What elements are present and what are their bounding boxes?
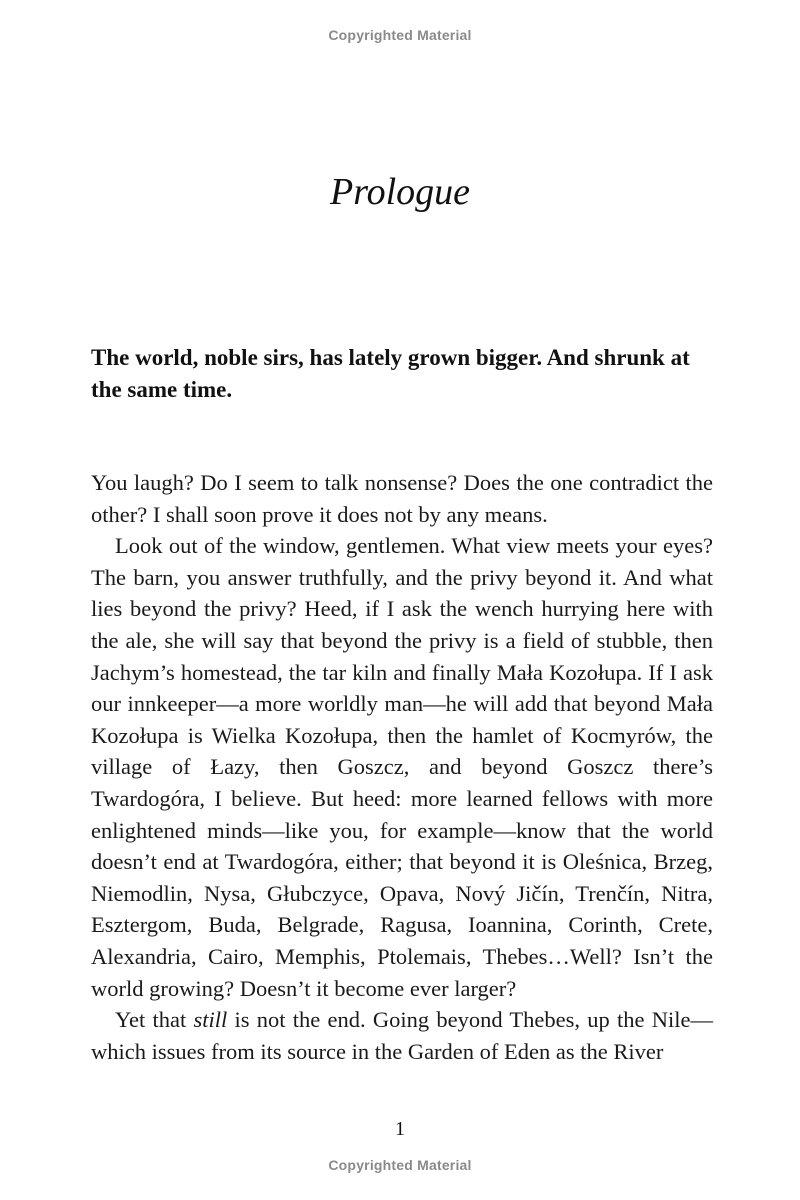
copyright-watermark-bottom: Copyrighted Material: [328, 1157, 472, 1173]
body-text: [91, 467, 713, 1067]
paragraph-3: [91, 1004, 713, 1067]
paragraph-2: Look out of the window, gentlemen. What view meets your eyes? The barn, you answer truthfully, and the privy beyond it. And what lies beyond the privy? Heed, if I ask the wench hurrying here with the ale, she will say that beyond the privy is a field of stubble, then Jachym’s homestead, the tar kiln and finally Mała Kozołupa. If I ask our innkeeper—a more worldly man—he will add that beyond Mała Kozołupa is Wielka Kozołupa, then the hamlet of Kocmyrów, the village of Łazy, then Goszcz, and beyond Goszcz there’s Twardogóra, I believe. But heed: more learned fellows with more enlightened minds—like you, for example—know that the world doesn’t end at Twardogóra, either; that beyond it is Oleśnica, Brzeg, Niemodlin, Nysa, Głubczyce, Opava, Nový Jičín, Trenčín, Nitra, Esztergom, Buda, Belgrade, Ragusa, Ioannina, Corinth, Crete, Alexandria, Cairo, Memphis, Ptolemais, Thebes…Well? Isn’t the world growing? Doesn’t it become ever larger?: [91, 533, 713, 1001]
opening-line: The world, noble sirs, has lately grown bigger. And shrunk at the same time.: [91, 345, 690, 402]
paragraph-3-start: Yet that: [115, 1007, 194, 1033]
copyright-watermark-top: Copyrighted Material: [328, 27, 472, 43]
chapter-title: Prologue: [329, 171, 470, 213]
paragraph-3-rest: is not the end. Going beyond Thebes, up the Nile—which issues from its source in the Garden of Eden as the River: [91, 1007, 713, 1064]
paragraph-1: You laugh? Do I seem to talk nonsense? Does the one contradict the other? I shall soon prove it does not by any means.: [91, 470, 713, 527]
page-number: 1: [395, 1118, 405, 1140]
emphasis-still: still: [193, 1007, 228, 1033]
